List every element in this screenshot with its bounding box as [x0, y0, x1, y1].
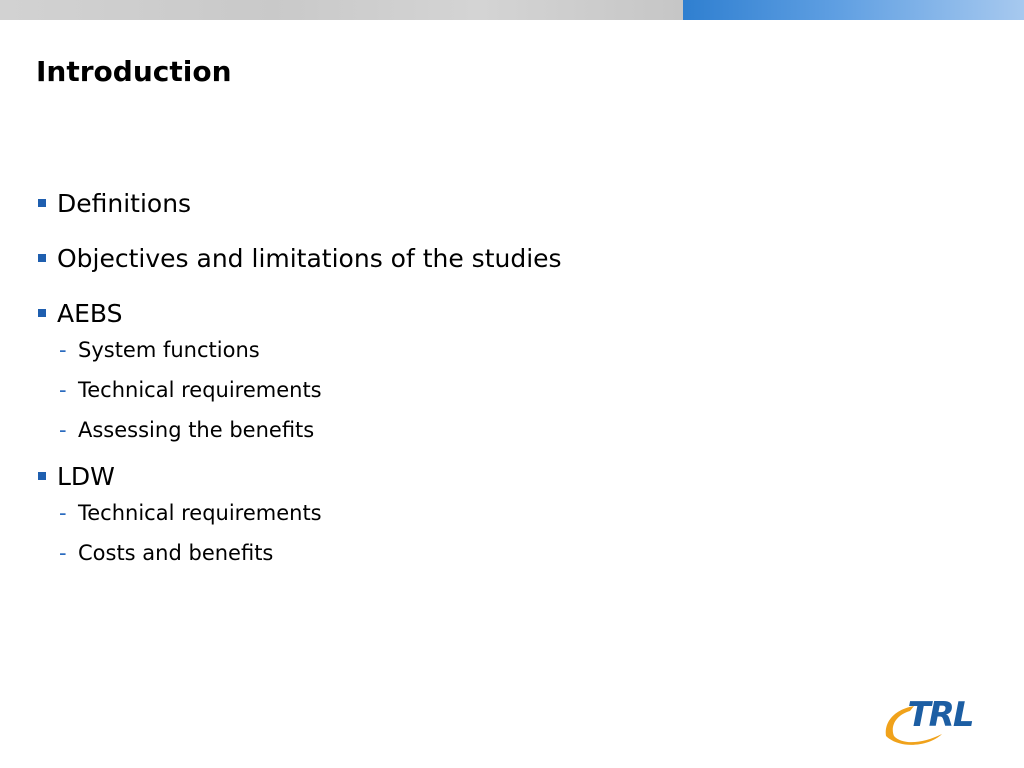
bullet-item-ldw — [36, 459, 562, 568]
header-bar-blue-segment — [683, 0, 1024, 20]
sub-bullet-item — [57, 538, 562, 568]
dash-bullet-icon: - — [59, 541, 67, 565]
square-bullet-icon — [38, 254, 46, 262]
sub-bullet-label: System functions — [78, 338, 260, 362]
bullet-list — [36, 186, 562, 582]
sub-bullet-label: Technical requirements — [78, 501, 322, 525]
sub-bullet-item — [57, 375, 562, 405]
bullet-label: Definitions — [57, 189, 192, 218]
logo-text: TRL — [907, 695, 973, 735]
bullet-label: AEBS — [57, 299, 123, 328]
bullet-label: Objectives and limitations of the studies — [57, 244, 562, 273]
header-bar-gray-segment — [0, 0, 683, 20]
aebs-sub-list — [57, 335, 562, 445]
sub-bullet-item — [57, 415, 562, 445]
header-bar — [0, 0, 1024, 20]
slide-title: Introduction — [36, 55, 232, 88]
ldw-sub-list — [57, 498, 562, 568]
square-bullet-icon — [38, 309, 46, 317]
dash-bullet-icon: - — [59, 338, 67, 362]
sub-bullet-item — [57, 498, 562, 528]
bullet-item-objectives — [36, 241, 562, 277]
sub-bullet-label: Costs and benefits — [78, 541, 274, 565]
trl-logo-icon — [880, 688, 992, 750]
square-bullet-icon — [38, 199, 46, 207]
dash-bullet-icon: - — [59, 378, 67, 402]
sub-bullet-label: Assessing the benefits — [78, 418, 315, 442]
bullet-label: LDW — [57, 462, 115, 491]
dash-bullet-icon: - — [59, 418, 67, 442]
sub-bullet-label: Technical requirements — [78, 378, 322, 402]
bullet-item-aebs — [36, 296, 562, 445]
bullet-item-definitions — [36, 186, 562, 222]
square-bullet-icon — [38, 472, 46, 480]
sub-bullet-item — [57, 335, 562, 365]
dash-bullet-icon: - — [59, 501, 67, 525]
